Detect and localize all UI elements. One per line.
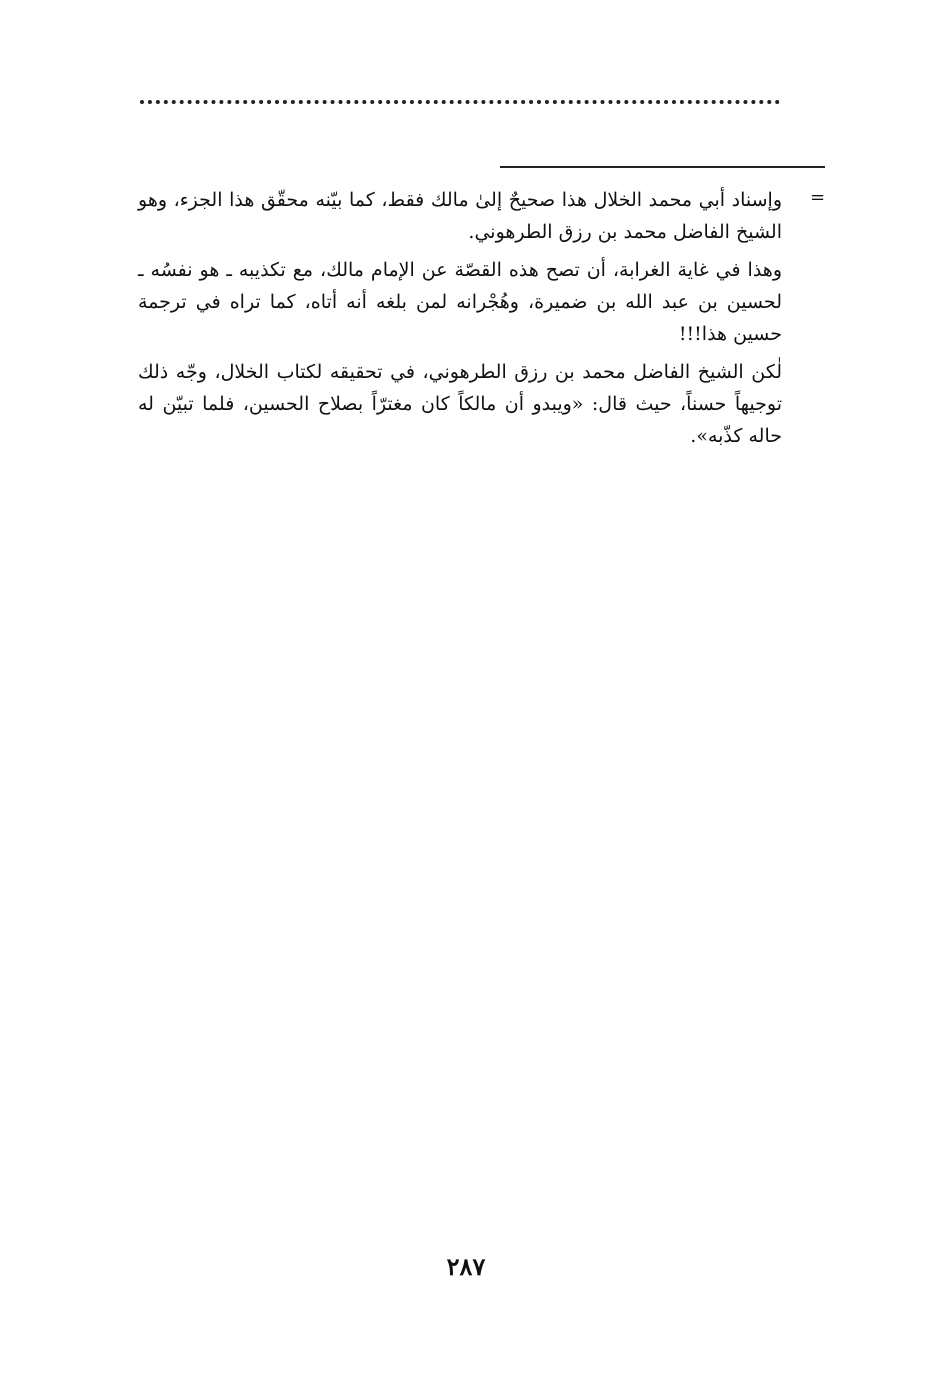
footnote-paragraph: وإسناد أبي محمد الخلال هذا صحيحٌ إلىٰ مالك فقط، كما بيّنه محقّق هذا الجزء، وهو الشيخ الفاضل محمد بن رزق الطرهوني. (138, 189, 782, 243)
header-dotted-rule (140, 100, 780, 104)
footnote-paragraph: لٰكن الشيخ الفاضل محمد بن رزق الطرهوني، في تحقيقه لكتاب الخلال، وجّه ذلك توجيهاً حسناً، حيث قال: «ويبدو أن مالكاً كان مغترّاً بصلاح الحسين، فلما تبيّن له حاله كذّبه». (138, 361, 782, 447)
footnote-continuation-mark: = (810, 187, 826, 208)
footnote-block (138, 184, 782, 458)
footnote-paragraph: وهذا في غاية الغرابة، أن تصح هذه القصّة عن الإمام مالك، مع تكذيبه ـ هو نفسُه ـ لحسين بن عبد الله بن ضميرة، وهُجْرانه لمن بلغه أنه أتاه، كما تراه في ترجمة حسين هذا!!! (138, 259, 782, 345)
page-number: ٢٨٧ (446, 1252, 486, 1281)
footnote-separator (500, 166, 825, 168)
